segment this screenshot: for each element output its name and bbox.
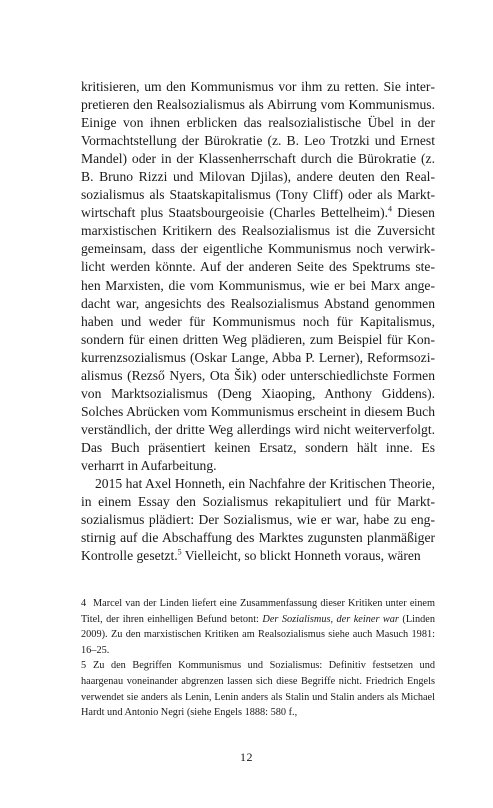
footnote-number: 5 xyxy=(81,660,87,672)
body-text-block xyxy=(81,78,435,565)
paragraph-text: kritisieren, um den Kommunismus vor ihm zu retten. Sie interpretieren den Realsozialismus als Abirrung vom Kommunismus. Einige von ihnen erblicken das realsozialistische Übel in der Vormachtstellung der Bürokratie (z. B. Leo Trotzki und Ernest Mandel) oder in der Klassenherrschaft durch die Bürokratie (z. B. Bruno Rizzi und Milovan Djilas), andere deuten den Realsozialismus als Staatskapitalismus (Tony Cliff) oder als Marktwirtschaft plus Staatsbourgeoisie (Charles Bettelheim). xyxy=(81,79,435,221)
footnotes xyxy=(81,596,435,721)
footnote-reference: 5 xyxy=(177,547,182,557)
footnote-text: (Linden 2009). Zu den marxistischen Kritiken am Realsozialismus siehe auch Masuch 1981: 16–25. xyxy=(81,613,435,656)
paragraph-text: 2015 hat Axel Honneth, ein Nachfahre der Kritischen Theorie, in einem Essay den Sozialismus rekapituliert und für Marktsozialismus plädiert: Der Sozialismus, wie er war, habe zu engstirnig auf die Abschaffung des Marktes zugunsten planmäßiger Kontrolle gesetzt. xyxy=(81,476,435,564)
main-text xyxy=(81,78,435,565)
footnote-book-title: Der Sozialismus, der keiner war xyxy=(262,613,399,625)
footnote xyxy=(81,596,435,658)
paragraph xyxy=(81,475,435,565)
footnote-text: Marcel van der Linden liefert eine Zusammenfassung dieser Kritiken unter einem Titel, der ihren einhelligen Befund betont: xyxy=(81,598,435,625)
page-number: 12 xyxy=(240,750,253,764)
footnote xyxy=(81,658,435,720)
footnote-text: Zu den Begriffen Kommunismus und Sozialismus: Definitiv festsetzen und haargenau voneinander abgrenzen lassen sich diese Begriffe nicht. Friedrich Engels verwendet sie anders als Lenin, Lenin anders als Stalin und Stalin anders als Michael Hardt und Antonio Negri (siehe Engels 1888: 580 f., xyxy=(81,660,435,719)
footnote-reference: 4 xyxy=(388,204,393,214)
paragraph xyxy=(81,78,435,475)
footnote-number: 4 xyxy=(81,598,87,609)
paragraph-text: Diesen marxistischen Kritikern des Realsozialismus ist die Zuversicht gemeinsam, dass der eigentliche Kommunismus noch verwirklicht werden könnte. Auf der anderen Seite des Spektrums stehen Marxisten, die vom Kommunismus, wie er bei Marx angedacht war, angesichts des Realsozialismus Abstand genommen haben und weder für Kommunismus noch für Kapitalismus, sondern für einen dritten Weg plädieren, zum Beispiel für Konkurrenzsozialismus (Oskar Lange, Abba P. Lerner), Reformsozialismus (Rezső Nyers, Ota Šik) oder unterschiedlichste Formen von Marktsozialismus (Deng Xiaoping, Anthony Giddens). Solches Abrücken vom Kommunismus erscheint in diesem Buch verständlich, der dritte Weg allerdings wird nicht weiterverfolgt. Das Buch präsentiert keinen Ersatz, sondern hält inne. Es verharrt in Aufarbeitung. xyxy=(81,205,435,473)
paragraph-text: Vielleicht, so blickt Honneth voraus, wären xyxy=(181,548,421,564)
